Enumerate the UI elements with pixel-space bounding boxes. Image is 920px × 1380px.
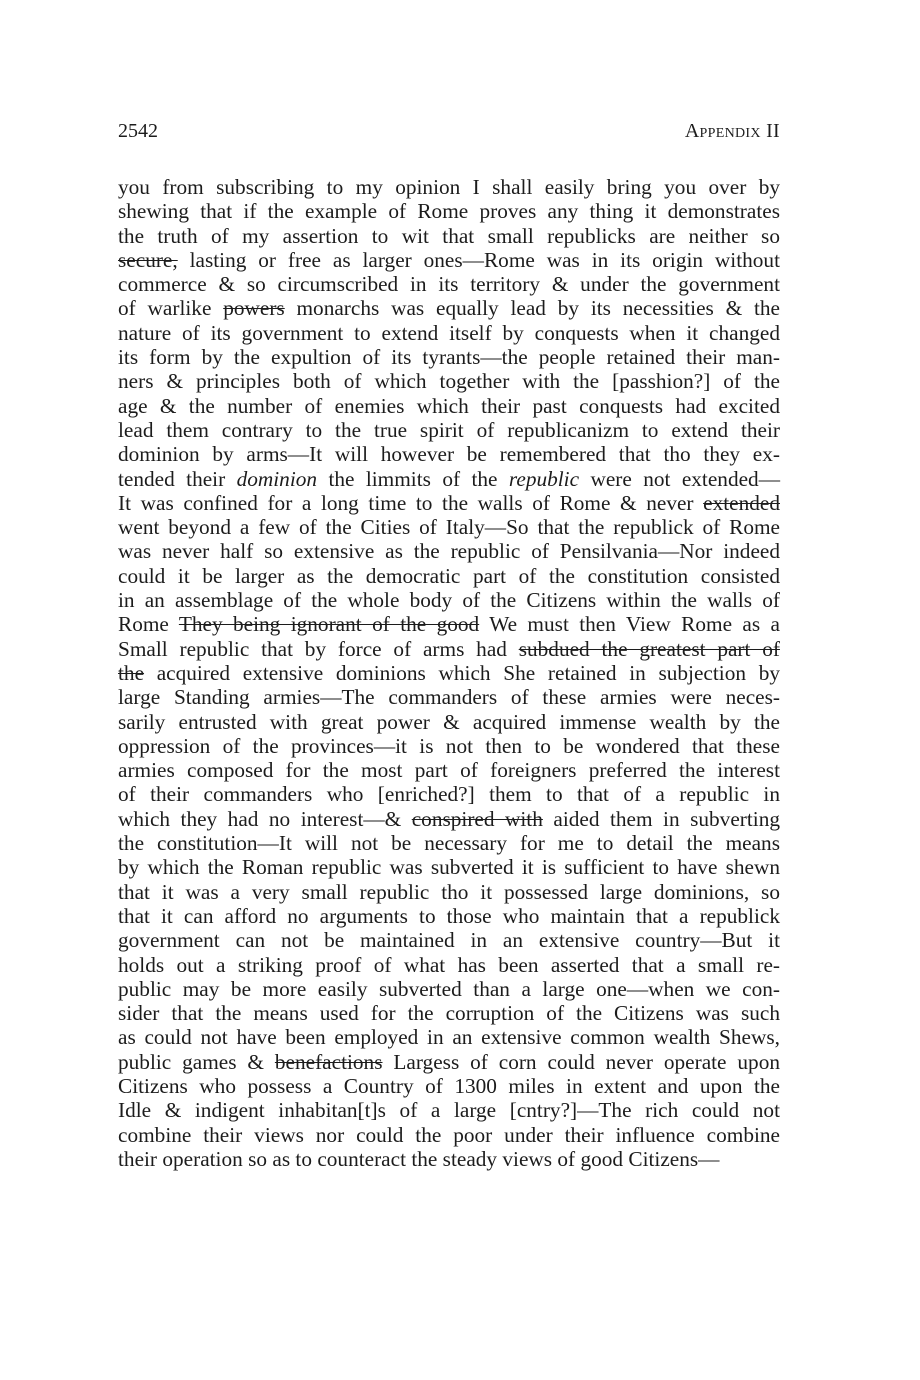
text-run: government can not be maintained in an extensive country—But it (118, 928, 780, 953)
text-line (118, 782, 780, 806)
text-line (118, 175, 780, 199)
text-run: shewing that if the example of Rome proves any thing it demonstrates (118, 199, 780, 224)
italic-text: republic (508, 466, 580, 491)
text-run: acquired extensive dominions which She retained in subjection by (144, 660, 780, 685)
running-head (118, 120, 780, 150)
text-line (118, 418, 780, 442)
text-run: Citizens who possess a Country of 1300 miles in extent and upon the (118, 1073, 780, 1098)
text-run: could it be larger as the democratic part of the constitution consisted (118, 563, 780, 588)
body-text (118, 175, 780, 1171)
text-run: was never half so extensive as the republic of Pensilvania—Nor indeed (118, 539, 780, 564)
text-run: commerce & so circumscribed in its territory & under the government (118, 272, 780, 297)
text-run: its form by the expultion of its tyrants—the people retained their man- (118, 345, 780, 370)
text-run: which they had no interest—& (118, 806, 412, 831)
page-number: 2542 (118, 120, 158, 142)
text-run: the truth of my assertion to wit that small republicks are neither so (118, 223, 780, 248)
text-run: holds out a striking proof of what has been asserted that a small re- (118, 952, 780, 977)
text-line (118, 831, 780, 855)
text-line (118, 1074, 780, 1098)
text-line (118, 637, 780, 661)
text-line (118, 758, 780, 782)
text-line (118, 321, 780, 345)
struck-text: extended (703, 490, 780, 515)
text-run: sider that the means used for the corruption of the Citizens was such (118, 1001, 780, 1026)
text-line (118, 1001, 780, 1025)
text-line (118, 491, 780, 515)
text-line (118, 928, 780, 952)
text-line (118, 248, 780, 272)
text-line (118, 953, 780, 977)
text-line (118, 588, 780, 612)
text-run: sarily entrusted with great power & acquired immense wealth by the (118, 709, 780, 734)
text-run: the constitution—It will not be necessary for me to detail the means (118, 831, 780, 856)
text-run: aided them in subverting (542, 806, 781, 831)
text-line (118, 977, 780, 1001)
text-run: the limmits of the (317, 466, 509, 491)
text-line (118, 515, 780, 539)
text-run: went beyond a few of the Cities of Italy—So that the republick of Rome (118, 515, 780, 540)
text-run: nature of its government to extend itself by conquests when it changed (118, 320, 780, 345)
text-line (118, 855, 780, 879)
text-run: monarchs was equally lead by its necessities & the (284, 296, 780, 321)
struck-text: secure, (118, 247, 178, 272)
text-run: were not extended— (579, 466, 780, 491)
text-run: Idle & indigent inhabitan[t]s of a large [cntry?]—The rich could not (118, 1098, 780, 1123)
text-line (118, 807, 780, 831)
struck-text: They being ignorant of the good (178, 612, 480, 637)
text-run: that it can afford no arguments to those who maintain that a republick (118, 903, 780, 928)
struck-text: powers (223, 296, 285, 321)
text-run: oppression of the provinces—it is not then to be wondered that these (118, 733, 780, 758)
text-line (118, 467, 780, 491)
text-run: Rome (118, 612, 179, 637)
text-line (118, 1098, 780, 1122)
text-line (118, 612, 780, 636)
text-run: in an assemblage of the whole body of the Citizens within the walls of (118, 588, 780, 613)
text-line (118, 272, 780, 296)
text-line (118, 199, 780, 223)
text-run: age & the number of enemies which their past conquests had excited (118, 393, 780, 418)
text-line (118, 345, 780, 369)
text-run: by which the Roman republic was subverted it is sufficient to have shewn (118, 855, 780, 880)
struck-text: conspired with (411, 806, 543, 831)
text-line (118, 442, 780, 466)
text-run: Small republic that by force of arms had (118, 636, 519, 661)
text-run: lasting or free as larger ones—Rome was in its origin without (177, 247, 780, 272)
text-run: combine their views nor could the poor under their influence combine (118, 1122, 780, 1147)
text-run: large Standing armies—The commanders of these armies were neces- (118, 685, 780, 710)
text-line (118, 296, 780, 320)
section-title: Appendix II (684, 120, 780, 142)
text-run: tended their (118, 466, 237, 491)
text-run: public may be more easily subverted than a large one—when we con- (118, 976, 780, 1001)
text-run: It was confined for a long time to the walls of Rome & never (118, 490, 704, 515)
text-line (118, 734, 780, 758)
text-line (118, 1123, 780, 1147)
text-run: We must then View Rome as a (479, 612, 780, 637)
text-line (118, 685, 780, 709)
text-line (118, 564, 780, 588)
text-run: you from subscribing to my opinion I shall easily bring you over by (118, 175, 780, 199)
text-line (118, 394, 780, 418)
text-line (118, 1025, 780, 1049)
text-run: lead them contrary to the true spirit of republicanizm to extend their (118, 417, 780, 442)
text-run: public games & (118, 1049, 275, 1074)
struck-text: the (118, 660, 145, 685)
text-line (118, 880, 780, 904)
text-run: as could not have been employed in an extensive common wealth Shews, (118, 1025, 780, 1050)
text-line (118, 661, 780, 685)
text-run: their operation so as to counteract the steady views of good Citizens— (118, 1146, 720, 1171)
text-line (118, 369, 780, 393)
text-run: Largess of corn could never operate upon (382, 1049, 780, 1074)
text-line (118, 904, 780, 928)
text-line (118, 710, 780, 734)
text-line (118, 539, 780, 563)
text-run: dominion by arms—It will however be remembered that tho they ex- (118, 442, 780, 467)
text-run: armies composed for the most part of foreigners preferred the interest (118, 758, 780, 783)
struck-text: benefactions (274, 1049, 383, 1074)
text-line (118, 1050, 780, 1074)
text-run: that it was a very small republic tho it possessed large dominions, so (118, 879, 780, 904)
text-run: of warlike (118, 296, 224, 321)
text-line (118, 1147, 780, 1171)
document-page (118, 120, 780, 1171)
text-run: ners & principles both of which together with the [passhion?] of the (118, 369, 780, 394)
italic-text: dominion (236, 466, 318, 491)
struck-text: subdued the greatest part of (518, 636, 780, 661)
text-line (118, 224, 780, 248)
text-run: of their commanders who [enriched?] them to that of a republic in (118, 782, 780, 807)
